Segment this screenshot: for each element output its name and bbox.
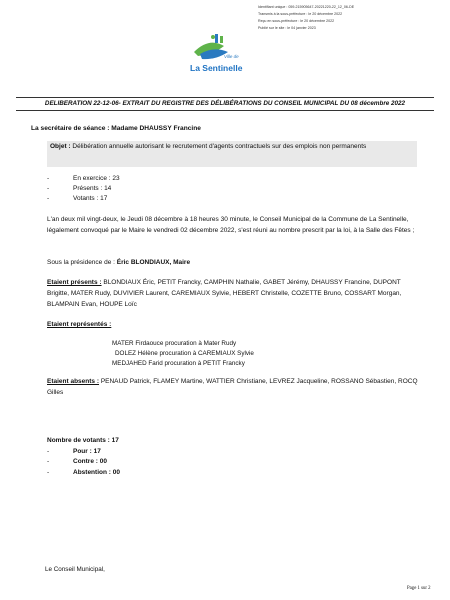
list-dash: - — [47, 175, 50, 182]
presidence-name: Éric BLONDIAUX, Maire — [116, 259, 191, 266]
document-title: DELIBERATION 22-12-06- EXTRAIT DU REGISTRE DES DÉLIBÉRATIONS DU CONSEIL MUNICIPAL DU 08 décembre 2022 — [16, 97, 434, 111]
page-number: Page 1 sur 2 — [407, 586, 431, 591]
presents-paragraph — [47, 278, 423, 310]
vote-text: Abstention : 00 — [73, 468, 120, 476]
transmission-stamp — [258, 4, 354, 32]
logo-ville-text: Ville de — [224, 54, 239, 59]
stamp-line: Reçu en sous-préfecture : le 20 décembre 2022 — [258, 19, 335, 23]
list-dash: - — [47, 447, 50, 455]
vote-text: Contre : 00 — [73, 458, 107, 465]
stat-text: En exercice : 23 — [73, 175, 120, 182]
logo-town-name: La Sentinelle — [190, 63, 243, 73]
representes-label: Etaient représentés : — [47, 321, 112, 328]
presidence-label: Sous la présidence de : — [47, 259, 117, 266]
stat-text: Présents : 14 — [73, 185, 112, 192]
absents-text: PENAUD Patrick, FLAMEY Martine, WATTIER Christiane, LEVREZ Jacqueline, ROSSANO Sébastien, ROCQ Gilles — [47, 378, 418, 396]
objet-text: Délibération annuelle autorisant le recrutement d'agents contractuels sur des emplois non permanents — [70, 143, 367, 150]
procuration-item: DOLEZ Hélène procuration à CAREMIAUX Sylvie — [115, 350, 254, 357]
absents-label: Etaient absents : — [47, 378, 100, 385]
intro-paragraph: L'an deux mil vingt-deux, le Jeudi 08 décembre à 18 heures 30 minute, le Conseil Municipal de la Commune de La Sentinelle, légalement convoqué par le Maire le vendredi 02 décembre 2022, s'est réuni au nombre prescrit par la loi, à la Salle des Fêtes ; — [47, 216, 415, 234]
votes-section — [47, 436, 119, 478]
logo-emblem-icon — [184, 32, 262, 66]
list-dash: - — [47, 185, 50, 192]
representes-label-line — [47, 320, 423, 331]
objet-box — [47, 141, 417, 167]
vote-text: Pour : 17 — [73, 447, 101, 455]
objet-label: Objet : — [50, 143, 71, 150]
absents-paragraph — [47, 377, 423, 399]
footer-signature-line: Le Conseil Municipal, — [45, 566, 105, 573]
presidence-line — [47, 258, 423, 269]
list-dash: - — [47, 458, 50, 465]
presents-label: Etaient présents : — [47, 279, 102, 286]
list-item — [47, 468, 119, 479]
list-dash: - — [47, 468, 50, 476]
stamp-line: Publié sur le site : le 04 janvier 2023 — [258, 26, 316, 30]
stamp-line: Transmis à la sous-préfecture : le 20 décembre 2022 — [258, 12, 343, 16]
town-logo — [184, 32, 262, 78]
votes-title: Nombre de votants : 17 — [47, 437, 119, 444]
stamp-line: Identifiant unique : 059-215905647-20221220-22_12_06-DE — [258, 5, 355, 9]
list-item — [47, 447, 119, 458]
procuration-item: MEDJAHED Farid procuration à PETIT Francky — [112, 360, 245, 367]
procuration-item: MATER Firdaouce procuration à Mater Rudy — [112, 340, 237, 347]
list-item — [47, 457, 119, 468]
presents-text: BLONDIAUX Éric, PETIT Francky, CAMPHIN Nathalie, GABET Jérémy, DHAUSSY Francine, DUPONT Brigitte, MATER Rudy, DUVIVIER Laurent, CAREMIAUX Sylvie, HEBERT Christelle, COZETTE Bruno, COSSART Morgan, BLAMPAIN Evan, HOUPE Loïc — [47, 279, 402, 308]
session-secretary: La secrétaire de séance : Madame DHAUSSY Francine — [31, 125, 201, 132]
stat-text: Votants : 17 — [73, 195, 108, 202]
list-dash: - — [47, 195, 50, 202]
